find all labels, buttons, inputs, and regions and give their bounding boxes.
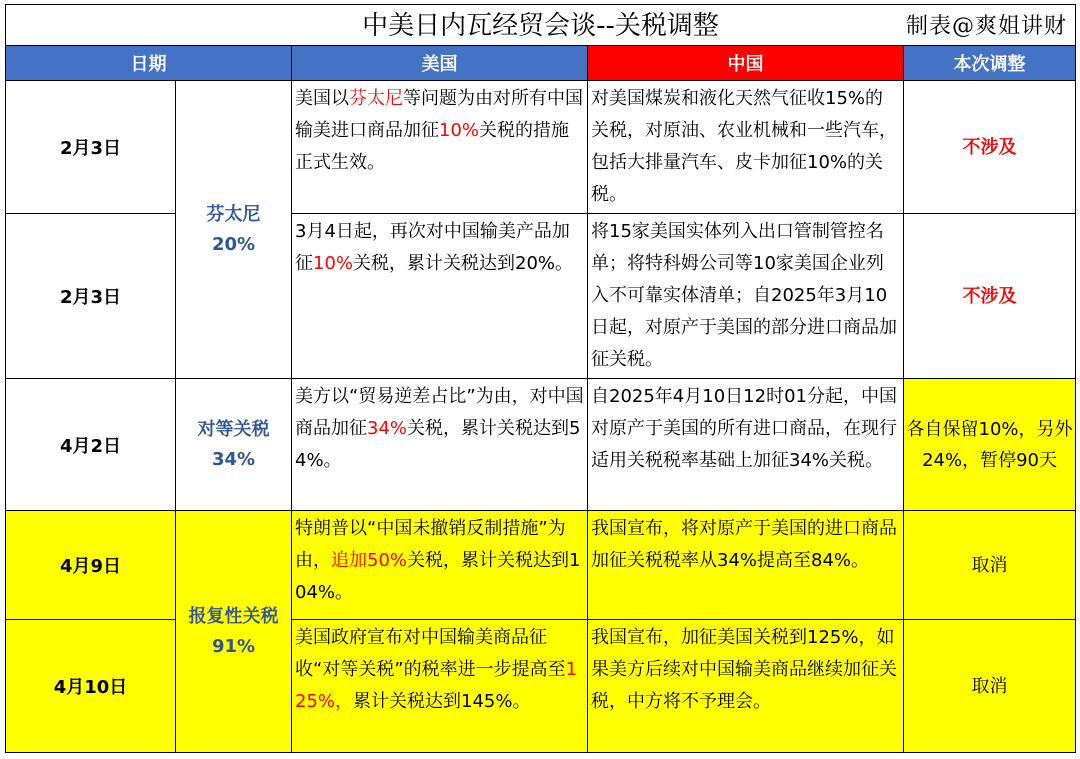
us-text: 关税，累计关税达到20%。 — [353, 253, 574, 274]
cn-measure: 将15家美国实体列入出口管制管控名单；将特科姆公司等10家美国企业列入不可靠实体清单；自2025年3月10日起，对原产于美国的部分进口商品加征关税。 — [588, 214, 904, 379]
us-measure — [292, 81, 588, 214]
us-measure — [292, 214, 588, 379]
us-highlight: 追加50% — [331, 550, 408, 571]
adjustment: 不涉及 — [904, 214, 1076, 379]
cn-measure: 我国宣布，将对原产于美国的进口商品加征关税税率从34%提高至84%。 — [588, 511, 904, 620]
us-text: 关税，累计关税达到104%。 — [295, 550, 581, 603]
us-text: 3月4日起，再次对中国输美产品加征 — [295, 221, 570, 274]
title-cell — [6, 5, 1076, 46]
us-text: 美国以 — [295, 88, 349, 109]
table-row — [6, 620, 1076, 753]
header-us: 美国 — [292, 46, 588, 81]
us-text: 特朗普以“中国未撤销反制措施”为由， — [295, 518, 566, 571]
row-date: 4月9日 — [6, 511, 176, 620]
category-rate: 20% — [211, 233, 256, 255]
cn-measure: 自2025年4月10日12时01分起，中国对原产于美国的所有进口商品，在现行适用关税税率基础上加征34%关税。 — [588, 379, 904, 511]
us-highlight: 芬太尼 — [349, 88, 403, 109]
page-title: 中美日内瓦经贸会谈--关税调整 — [362, 11, 719, 41]
category-reciprocal — [176, 379, 292, 511]
title-row — [6, 5, 1076, 46]
header-row — [6, 46, 1076, 81]
us-measure — [292, 620, 588, 753]
us-measure — [292, 379, 588, 511]
author-credit: 制表@爽姐讲财 — [906, 14, 1068, 39]
row-date: 4月10日 — [6, 620, 176, 753]
us-highlight: 125%， — [295, 659, 578, 712]
adjustment: 各自保留10%，另外24%，暂停90天 — [904, 379, 1076, 511]
table-row — [6, 511, 1076, 620]
category-fentanyl — [176, 81, 292, 379]
us-text: 关税，累计关税达到54%。 — [295, 418, 581, 471]
tariff-table — [5, 4, 1076, 753]
category-name: 对等关税 — [197, 418, 270, 440]
us-text: 等问题为由对所有中国输美进口商品加征 — [295, 88, 583, 141]
header-date: 日期 — [6, 46, 292, 81]
category-name: 芬太尼 — [206, 203, 261, 225]
row-date: 2月3日 — [6, 81, 176, 214]
adjustment: 取消 — [904, 511, 1076, 620]
us-text: 美方以“贸易逆差占比”为由，对中国商品加征 — [295, 386, 584, 439]
header-adjust: 本次调整 — [904, 46, 1076, 81]
us-highlight: 10% — [439, 120, 480, 141]
us-text: 美国政府宣布对中国输美商品征收“对等关税”的税率进一步提高至 — [295, 627, 566, 680]
table-row — [6, 214, 1076, 379]
us-text: 关税的措施正式生效。 — [295, 120, 570, 173]
header-cn: 中国 — [588, 46, 904, 81]
us-measure — [292, 511, 588, 620]
category-name: 报复性关税 — [188, 605, 279, 627]
us-highlight: 34% — [367, 418, 408, 439]
cn-measure: 对美国煤炭和液化天然气征收15%的关税，对原油、农业机械和一些汽车，包括大排量汽车、皮卡加征10%的关税。 — [588, 81, 904, 214]
category-retaliatory — [176, 511, 292, 753]
category-rate: 34% — [211, 448, 256, 470]
adjustment: 不涉及 — [904, 81, 1076, 214]
us-text: 累计关税达到145%。 — [353, 691, 531, 712]
adjustment: 取消 — [904, 620, 1076, 753]
table-row — [6, 81, 1076, 214]
category-rate: 91% — [211, 635, 256, 657]
us-highlight: 10% — [313, 253, 354, 274]
row-date: 2月3日 — [6, 214, 176, 379]
cn-measure: 我国宣布，加征美国关税到125%，如果美方后续对中国输美商品继续加征关税，中方将不予理会。 — [588, 620, 904, 753]
row-date: 4月2日 — [6, 379, 176, 511]
table-row — [6, 379, 1076, 511]
